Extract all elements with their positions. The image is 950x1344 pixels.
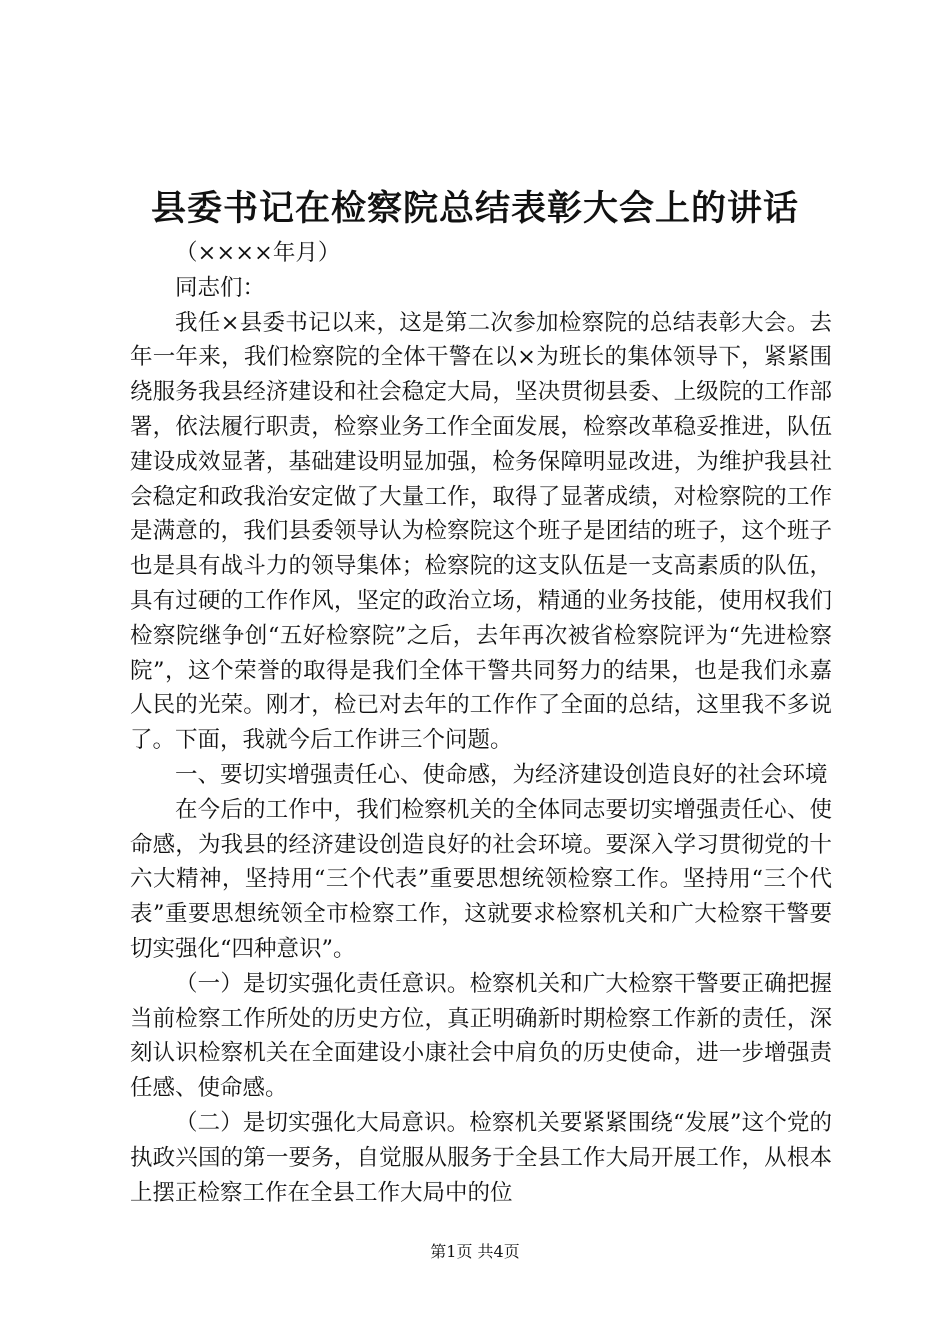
paragraph-2: 在今后的工作中，我们检察机关的全体同志要切实增强责任心、使命感，为我县的经济建设创造良好的社会环境。要深入学习贯彻党的十六大精神，坚持用“三个代表”重要思想统领检察工作。坚持用“三个代表”重要思想统领全市检察工作，这就要求检察机关和广大检察干警要切实强化“四种意识”。	[130, 796, 832, 962]
page-footer: 第1页 共4页	[430, 1242, 520, 1261]
date-line: （××××年月）	[175, 240, 341, 266]
paragraph-1: 我任×县委书记以来，这是第二次参加检察院的总结表彰大会。去年一年来，我们检察院的全体干警在以×为班长的集体领导下，紧紧围绕服务我县经济建设和社会稳定大局，坚决贯彻县委、上级院的工作部署，依法履行职责，检察业务工作全面发展，检察改革稳妥推进，队伍建设成效显著，基础建设明显加强，检务保障明显改进，为维护我县社会稳定和政我治安定做了大量工作，取得了显著成绩，对检察院的工作是满意的，我们县委领导认为检察院这个班子是团结的班子，这个班子也是具有战斗力的领导集体；检察院的这支队伍是一支高素质的队伍，具有过硬的工作作风，坚定的政治立场，精通的业务技能，使用权我们检察院继争创“五好检察院”之后，去年再次被省检察院评为“先进检察院”，这个荣誉的取得是我们全体干警共同努力的结果，也是我们永嘉人民的光荣。刚才，检已对去年的工作作了全面的总结，这里我不多说了。下面，我就今后工作讲三个问题。	[130, 309, 832, 754]
paragraph-4: （二）是切实强化大局意识。检察机关要紧紧围绕“发展”这个党的执政兴国的第一要务，自觉服从服务于全县工作大局开展工作，从根本上摆正检察工作在全县工作大局中的位	[130, 1109, 832, 1206]
document-body	[130, 236, 832, 1210]
salutation: 同志们：	[175, 274, 266, 301]
section-heading-1: 一、要切实增强责任心、使命感，为经济建设创造良好的社会环境	[175, 761, 828, 788]
document-title: 县委书记在检察院总结表彰大会上的讲话	[150, 188, 799, 229]
paragraph-3: （一）是切实强化责任意识。检察机关和广大检察干警要正确把握当前检察工作所处的历史方位，真正明确新时期检察工作新的责任，深刻认识检察机关在全面建设小康社会中肩负的历史使命，进一步增强责任感、使命感。	[130, 970, 832, 1102]
